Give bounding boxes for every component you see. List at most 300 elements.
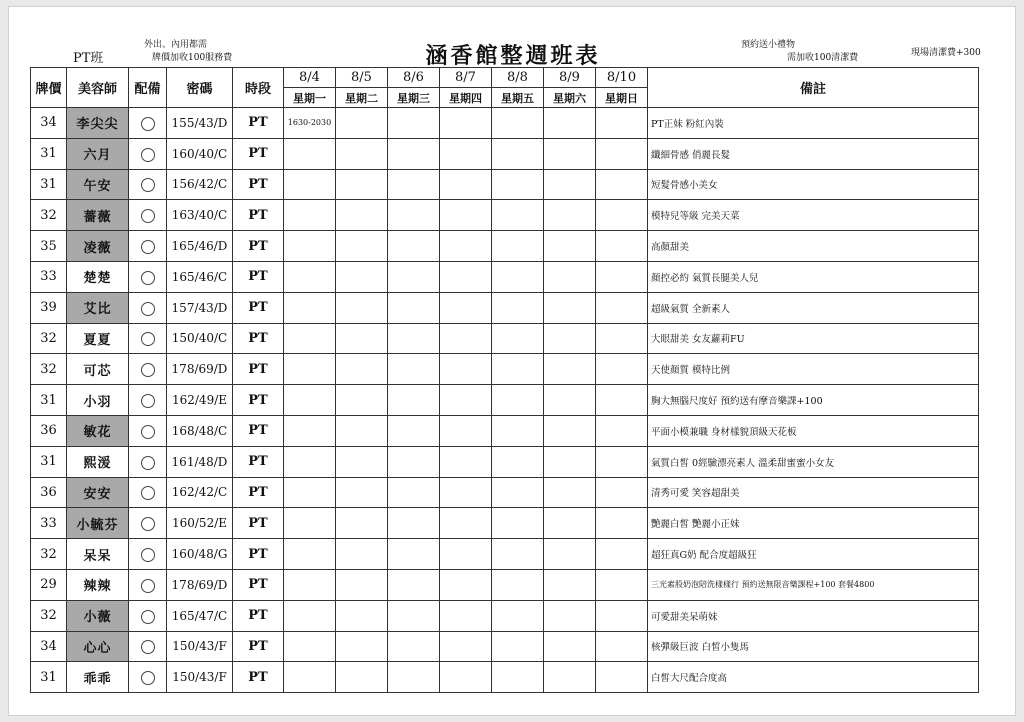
price-cell: 32 <box>31 200 67 231</box>
shift-slot-cell[interactable] <box>388 446 440 477</box>
price-cell: 33 <box>31 508 67 539</box>
shift-slot-cell[interactable] <box>388 539 440 570</box>
name-cell: 小毓芬 <box>67 508 129 539</box>
remark-cell: 天使顏質 模特比例 <box>648 354 979 385</box>
period-cell: PT <box>233 231 284 262</box>
shift-slot-cell[interactable] <box>336 477 388 508</box>
shift-slot-cell[interactable] <box>440 261 492 292</box>
shift-slot-cell[interactable] <box>440 108 492 139</box>
table-row <box>31 231 979 262</box>
price-cell: 29 <box>31 569 67 600</box>
name-cell: 夏夏 <box>67 323 129 354</box>
reservation-note <box>741 39 858 65</box>
shift-slot-cell[interactable] <box>440 569 492 600</box>
shift-slot-cell[interactable] <box>544 354 596 385</box>
day-weekday-header: 星期五 <box>492 88 544 108</box>
shift-slot-cell[interactable] <box>544 415 596 446</box>
circle-icon <box>141 117 155 131</box>
shift-slot-cell[interactable] <box>492 446 544 477</box>
shift-slot-cell[interactable] <box>596 354 648 385</box>
table-row <box>31 662 979 693</box>
shift-slot-cell[interactable] <box>492 169 544 200</box>
page-title: 涵香館整週班表 <box>425 43 601 69</box>
shift-slot-cell[interactable] <box>492 261 544 292</box>
shift-slot-cell[interactable] <box>492 385 544 416</box>
shift-slot-cell[interactable] <box>544 261 596 292</box>
shift-slot-cell[interactable] <box>596 446 648 477</box>
shift-slot-cell[interactable] <box>388 508 440 539</box>
table-row <box>31 477 979 508</box>
measure-cell: 160/40/C <box>167 138 233 169</box>
name-cell: 小薇 <box>67 600 129 631</box>
period-cell: PT <box>233 631 284 662</box>
circle-icon <box>141 610 155 624</box>
shift-slot-cell[interactable] <box>388 354 440 385</box>
circle-icon <box>141 671 155 685</box>
shift-slot-cell[interactable] <box>284 477 336 508</box>
shift-slot-cell[interactable] <box>336 231 388 262</box>
table-row <box>31 169 979 200</box>
day-weekday-header: 星期三 <box>388 88 440 108</box>
day-date-header: 8/7 <box>440 68 492 88</box>
equip-cell <box>129 354 167 385</box>
shift-slot-cell[interactable] <box>596 631 648 662</box>
day-date-header: 8/5 <box>336 68 388 88</box>
shift-slot-cell[interactable] <box>596 261 648 292</box>
shift-slot-cell[interactable] <box>388 569 440 600</box>
shift-slot-cell[interactable] <box>388 169 440 200</box>
shift-slot-cell[interactable] <box>336 292 388 323</box>
shift-slot-cell[interactable] <box>284 354 336 385</box>
shift-slot-cell[interactable] <box>596 108 648 139</box>
remark-cell: 核彈級巨波 白皙小隻馬 <box>648 631 979 662</box>
equip-cell <box>129 600 167 631</box>
table-header <box>31 68 979 108</box>
shift-slot-cell[interactable] <box>388 600 440 631</box>
service-fee-note-line-1: 外出、內用都需 <box>144 40 208 50</box>
remark-cell: 平面小模兼職 身材樣貌頂級天花板 <box>648 415 979 446</box>
shift-slot-cell[interactable] <box>596 323 648 354</box>
shift-slot-cell[interactable] <box>440 385 492 416</box>
shift-slot-cell[interactable] <box>284 200 336 231</box>
shift-slot-cell[interactable] <box>336 108 388 139</box>
name-cell: 呆呆 <box>67 539 129 570</box>
period-cell: PT <box>233 261 284 292</box>
shift-slot-cell[interactable] <box>596 662 648 693</box>
shift-slot-cell[interactable] <box>440 508 492 539</box>
measure-cell: 160/52/E <box>167 508 233 539</box>
price-cell: 39 <box>31 292 67 323</box>
shift-slot-cell[interactable] <box>492 323 544 354</box>
shift-slot-cell[interactable] <box>336 200 388 231</box>
shift-slot-cell[interactable] <box>544 108 596 139</box>
shift-slot-cell[interactable] <box>544 600 596 631</box>
table-row <box>31 108 979 139</box>
shift-slot-cell[interactable] <box>596 385 648 416</box>
shift-slot-cell[interactable] <box>492 477 544 508</box>
remark-cell: 顏控必約 氣質長腿美人兒 <box>648 261 979 292</box>
shift-slot-cell[interactable] <box>388 662 440 693</box>
shift-slot-cell[interactable] <box>544 292 596 323</box>
equip-cell <box>129 108 167 139</box>
shift-slot-cell[interactable] <box>492 108 544 139</box>
period-cell: PT <box>233 323 284 354</box>
period-cell: PT <box>233 415 284 446</box>
shift-slot-cell[interactable] <box>544 231 596 262</box>
shift-slot-cell[interactable] <box>492 508 544 539</box>
period-cell: PT <box>233 354 284 385</box>
circle-icon <box>141 148 155 162</box>
name-cell: 心心 <box>67 631 129 662</box>
measure-cell: 178/69/D <box>167 569 233 600</box>
measure-cell: 150/43/F <box>167 631 233 662</box>
shift-slot-cell[interactable] <box>440 323 492 354</box>
remark-cell: 超級氣質 全新素人 <box>648 292 979 323</box>
period-cell: PT <box>233 600 284 631</box>
equip-cell <box>129 415 167 446</box>
period-cell: PT <box>233 662 284 693</box>
equip-cell <box>129 477 167 508</box>
name-cell: 午安 <box>67 169 129 200</box>
shift-slot-cell[interactable] <box>336 539 388 570</box>
shift-slot-cell[interactable] <box>492 569 544 600</box>
price-cell: 31 <box>31 385 67 416</box>
circle-icon <box>141 425 155 439</box>
shift-slot-cell[interactable] <box>492 292 544 323</box>
shift-slot-cell[interactable] <box>440 292 492 323</box>
circle-icon <box>141 271 155 285</box>
shift-slot-cell[interactable] <box>596 138 648 169</box>
shift-slot-cell[interactable] <box>544 477 596 508</box>
shift-slot-cell[interactable] <box>336 631 388 662</box>
shift-slot-cell[interactable] <box>284 415 336 446</box>
shift-slot-cell[interactable] <box>492 539 544 570</box>
shift-slot-cell[interactable] <box>544 631 596 662</box>
shift-slot-cell[interactable] <box>440 169 492 200</box>
day-date-header: 8/6 <box>388 68 440 88</box>
table-row <box>31 354 979 385</box>
shift-slot-cell[interactable] <box>284 292 336 323</box>
equip-cell <box>129 200 167 231</box>
shift-slot-cell[interactable] <box>336 138 388 169</box>
period-cell: PT <box>233 569 284 600</box>
shift-slot-cell[interactable] <box>284 446 336 477</box>
table-row <box>31 138 979 169</box>
shift-slot-cell[interactable] <box>440 415 492 446</box>
shift-slot-cell[interactable] <box>596 231 648 262</box>
shift-slot-cell[interactable] <box>284 261 336 292</box>
remark-cell: 三光素股奶泡陪洗樣樣行 預約送無限音樂課程+100 套餐4800 <box>648 569 979 600</box>
equip-cell <box>129 631 167 662</box>
reservation-note-line-2: 需加收100清潔費 <box>787 53 859 63</box>
measure-cell: 157/43/D <box>167 292 233 323</box>
shift-slot-cell[interactable] <box>336 385 388 416</box>
day-date-header: 8/9 <box>544 68 596 88</box>
shift-slot-cell[interactable] <box>388 415 440 446</box>
shift-slot-cell[interactable] <box>336 446 388 477</box>
remark-cell: PT正妹 粉紅內裝 <box>648 108 979 139</box>
remark-cell: 氣質白皙 0經驗漂亮素人 溫柔甜蜜蜜小女友 <box>648 446 979 477</box>
remark-cell: 胸大無腦尺度好 預約送有摩音樂課+100 <box>648 385 979 416</box>
shift-slot-cell[interactable] <box>284 631 336 662</box>
equip-cell <box>129 662 167 693</box>
name-cell: 小羽 <box>67 385 129 416</box>
service-fee-note-line-2: 牌價加收100服務費 <box>152 53 233 63</box>
table-row <box>31 200 979 231</box>
equip-cell <box>129 569 167 600</box>
shift-slot-cell[interactable] <box>440 600 492 631</box>
name-cell: 薔薇 <box>67 200 129 231</box>
day-weekday-header: 星期日 <box>596 88 648 108</box>
shift-slot-cell[interactable] <box>596 508 648 539</box>
shift-slot-cell[interactable] <box>388 200 440 231</box>
shift-slot-cell[interactable] <box>388 261 440 292</box>
price-cell: 32 <box>31 323 67 354</box>
remark-cell: 白皙大尺配合度高 <box>648 662 979 693</box>
shift-slot-cell[interactable] <box>596 169 648 200</box>
name-cell: 安安 <box>67 477 129 508</box>
shift-slot-cell[interactable] <box>492 600 544 631</box>
measure-cell: 162/49/E <box>167 385 233 416</box>
shift-slot-cell[interactable] <box>596 477 648 508</box>
shift-slot-cell[interactable] <box>336 662 388 693</box>
name-cell: 乖乖 <box>67 662 129 693</box>
circle-icon <box>141 209 155 223</box>
shift-slot-cell[interactable] <box>544 662 596 693</box>
shift-slot-cell[interactable] <box>544 138 596 169</box>
circle-icon <box>141 332 155 346</box>
period-cell: PT <box>233 446 284 477</box>
day-date-header: 8/4 <box>284 68 336 88</box>
shift-slot-cell[interactable] <box>492 200 544 231</box>
circle-icon <box>141 579 155 593</box>
table-row <box>31 569 979 600</box>
shift-slot-cell[interactable] <box>284 508 336 539</box>
period-cell: PT <box>233 508 284 539</box>
circle-icon <box>141 302 155 316</box>
reservation-note-line-1: 預約送小禮物 <box>741 40 796 50</box>
price-cell: 32 <box>31 539 67 570</box>
col-header-name: 美容師 <box>67 68 129 108</box>
table-row <box>31 385 979 416</box>
equip-cell <box>129 292 167 323</box>
price-cell: 36 <box>31 477 67 508</box>
shift-slot-cell[interactable] <box>336 323 388 354</box>
shift-slot-cell[interactable] <box>440 354 492 385</box>
name-cell: 李尖尖 <box>67 108 129 139</box>
equip-cell <box>129 138 167 169</box>
circle-icon <box>141 394 155 408</box>
measure-cell: 163/40/C <box>167 200 233 231</box>
day-date-header: 8/8 <box>492 68 544 88</box>
shift-slot-cell[interactable] <box>388 231 440 262</box>
measure-cell: 155/43/D <box>167 108 233 139</box>
remark-cell: 模特兒等級 完美天菜 <box>648 200 979 231</box>
shift-slot-cell[interactable] <box>388 385 440 416</box>
remark-cell: 清秀可愛 笑容超甜美 <box>648 477 979 508</box>
shift-slot-cell[interactable] <box>492 138 544 169</box>
measure-cell: 165/47/C <box>167 600 233 631</box>
shift-slot-cell[interactable] <box>284 385 336 416</box>
remark-cell: 大眼甜美 女友蘿莉FU <box>648 323 979 354</box>
measure-cell: 178/69/D <box>167 354 233 385</box>
period-cell: PT <box>233 169 284 200</box>
name-cell: 凌薇 <box>67 231 129 262</box>
name-cell: 艾比 <box>67 292 129 323</box>
price-cell: 33 <box>31 261 67 292</box>
shift-slot-cell[interactable] <box>544 200 596 231</box>
shift-slot-cell[interactable] <box>440 200 492 231</box>
schedule-table <box>30 67 979 693</box>
cleaning-fee-note: 現場清潔費+300 <box>911 48 981 58</box>
shift-slot-cell[interactable] <box>596 539 648 570</box>
col-header-measure: 密碼 <box>167 68 233 108</box>
table-row <box>31 446 979 477</box>
shift-slot-cell[interactable] <box>440 477 492 508</box>
period-cell: PT <box>233 477 284 508</box>
shift-slot-cell[interactable] <box>440 539 492 570</box>
remark-cell: 艷麗白皙 艷麗小正妹 <box>648 508 979 539</box>
shift-slot-cell[interactable] <box>284 600 336 631</box>
period-cell: PT <box>233 200 284 231</box>
shift-slot-cell[interactable] <box>388 477 440 508</box>
equip-cell <box>129 231 167 262</box>
table-row <box>31 600 979 631</box>
table-row <box>31 292 979 323</box>
equip-cell <box>129 323 167 354</box>
shift-slot-cell[interactable] <box>284 539 336 570</box>
shift-slot-cell[interactable] <box>544 446 596 477</box>
shift-slot-cell[interactable] <box>284 569 336 600</box>
shift-slot-cell[interactable] <box>388 292 440 323</box>
shift-slot-cell[interactable] <box>336 354 388 385</box>
circle-icon <box>141 548 155 562</box>
name-cell: 敏花 <box>67 415 129 446</box>
day-weekday-header: 星期四 <box>440 88 492 108</box>
shift-slot-cell[interactable] <box>596 569 648 600</box>
shift-slot-cell[interactable] <box>336 569 388 600</box>
measure-cell: 156/42/C <box>167 169 233 200</box>
equip-cell <box>129 508 167 539</box>
shift-slot-cell[interactable] <box>336 508 388 539</box>
shift-slot-cell[interactable] <box>336 261 388 292</box>
shift-slot-cell[interactable] <box>440 631 492 662</box>
name-cell: 六月 <box>67 138 129 169</box>
period-cell: PT <box>233 385 284 416</box>
shift-slot-cell[interactable] <box>284 323 336 354</box>
shift-slot-cell[interactable] <box>492 631 544 662</box>
col-header-equip: 配備 <box>129 68 167 108</box>
price-cell: 34 <box>31 631 67 662</box>
circle-icon <box>141 640 155 654</box>
remark-cell: 纖細骨感 俏麗長髮 <box>648 138 979 169</box>
shift-slot-cell[interactable] <box>388 631 440 662</box>
shift-slot-cell[interactable] <box>284 138 336 169</box>
remark-cell: 可愛甜美呆萌妹 <box>648 600 979 631</box>
price-cell: 31 <box>31 662 67 693</box>
shift-slot-cell[interactable] <box>284 231 336 262</box>
shift-slot-cell[interactable] <box>596 292 648 323</box>
equip-cell <box>129 539 167 570</box>
circle-icon <box>141 178 155 192</box>
sheet-code: PT班 <box>73 51 104 66</box>
shift-slot-cell[interactable] <box>336 600 388 631</box>
price-cell: 31 <box>31 169 67 200</box>
shift-slot-cell[interactable] <box>492 231 544 262</box>
shift-slot-cell[interactable] <box>388 323 440 354</box>
table-row <box>31 323 979 354</box>
equip-cell <box>129 446 167 477</box>
shift-slot-cell[interactable] <box>544 539 596 570</box>
shift-slot-cell[interactable] <box>284 169 336 200</box>
remark-cell: 超狂真G奶 配合度超級狂 <box>648 539 979 570</box>
period-cell: PT <box>233 108 284 139</box>
name-cell: 可芯 <box>67 354 129 385</box>
price-cell: 32 <box>31 354 67 385</box>
shift-slot-cell[interactable] <box>544 169 596 200</box>
table-body <box>31 108 979 693</box>
shift-slot-cell[interactable] <box>544 508 596 539</box>
col-header-price: 牌價 <box>31 68 67 108</box>
measure-cell: 168/48/C <box>167 415 233 446</box>
measure-cell: 150/43/F <box>167 662 233 693</box>
price-cell: 32 <box>31 600 67 631</box>
circle-icon <box>141 517 155 531</box>
shift-slot-cell[interactable]: 1630-2030 <box>284 108 336 139</box>
price-cell: 34 <box>31 108 67 139</box>
measure-cell: 161/48/D <box>167 446 233 477</box>
day-weekday-header: 星期二 <box>336 88 388 108</box>
equip-cell <box>129 169 167 200</box>
shift-slot-cell[interactable] <box>336 169 388 200</box>
shift-slot-cell[interactable] <box>544 569 596 600</box>
measure-cell: 150/40/C <box>167 323 233 354</box>
shift-slot-cell[interactable] <box>596 600 648 631</box>
measure-cell: 165/46/C <box>167 261 233 292</box>
shift-slot-cell[interactable] <box>492 415 544 446</box>
shift-slot-cell[interactable] <box>284 662 336 693</box>
shift-slot-cell[interactable] <box>596 415 648 446</box>
shift-slot-cell[interactable] <box>440 662 492 693</box>
name-cell: 辣辣 <box>67 569 129 600</box>
shift-slot-cell[interactable] <box>388 108 440 139</box>
equip-cell <box>129 261 167 292</box>
shift-slot-cell[interactable] <box>440 231 492 262</box>
day-weekday-header: 星期一 <box>284 88 336 108</box>
shift-slot-cell[interactable] <box>544 385 596 416</box>
shift-slot-cell[interactable] <box>440 446 492 477</box>
shift-slot-cell[interactable] <box>336 415 388 446</box>
circle-icon <box>141 363 155 377</box>
period-cell: PT <box>233 138 284 169</box>
price-cell: 31 <box>31 446 67 477</box>
shift-slot-cell[interactable] <box>388 138 440 169</box>
price-cell: 36 <box>31 415 67 446</box>
shift-slot-cell[interactable] <box>440 138 492 169</box>
remark-cell: 短髮骨感小美女 <box>648 169 979 200</box>
shift-slot-cell[interactable] <box>492 354 544 385</box>
remark-cell: 高顏甜美 <box>648 231 979 262</box>
measure-cell: 162/42/C <box>167 477 233 508</box>
table-row <box>31 631 979 662</box>
measure-cell: 160/48/G <box>167 539 233 570</box>
shift-slot-cell[interactable] <box>544 323 596 354</box>
shift-slot-cell[interactable] <box>596 200 648 231</box>
price-cell: 31 <box>31 138 67 169</box>
shift-slot-cell[interactable] <box>492 662 544 693</box>
col-header-remarks: 備註 <box>648 68 979 108</box>
day-weekday-header: 星期六 <box>544 88 596 108</box>
